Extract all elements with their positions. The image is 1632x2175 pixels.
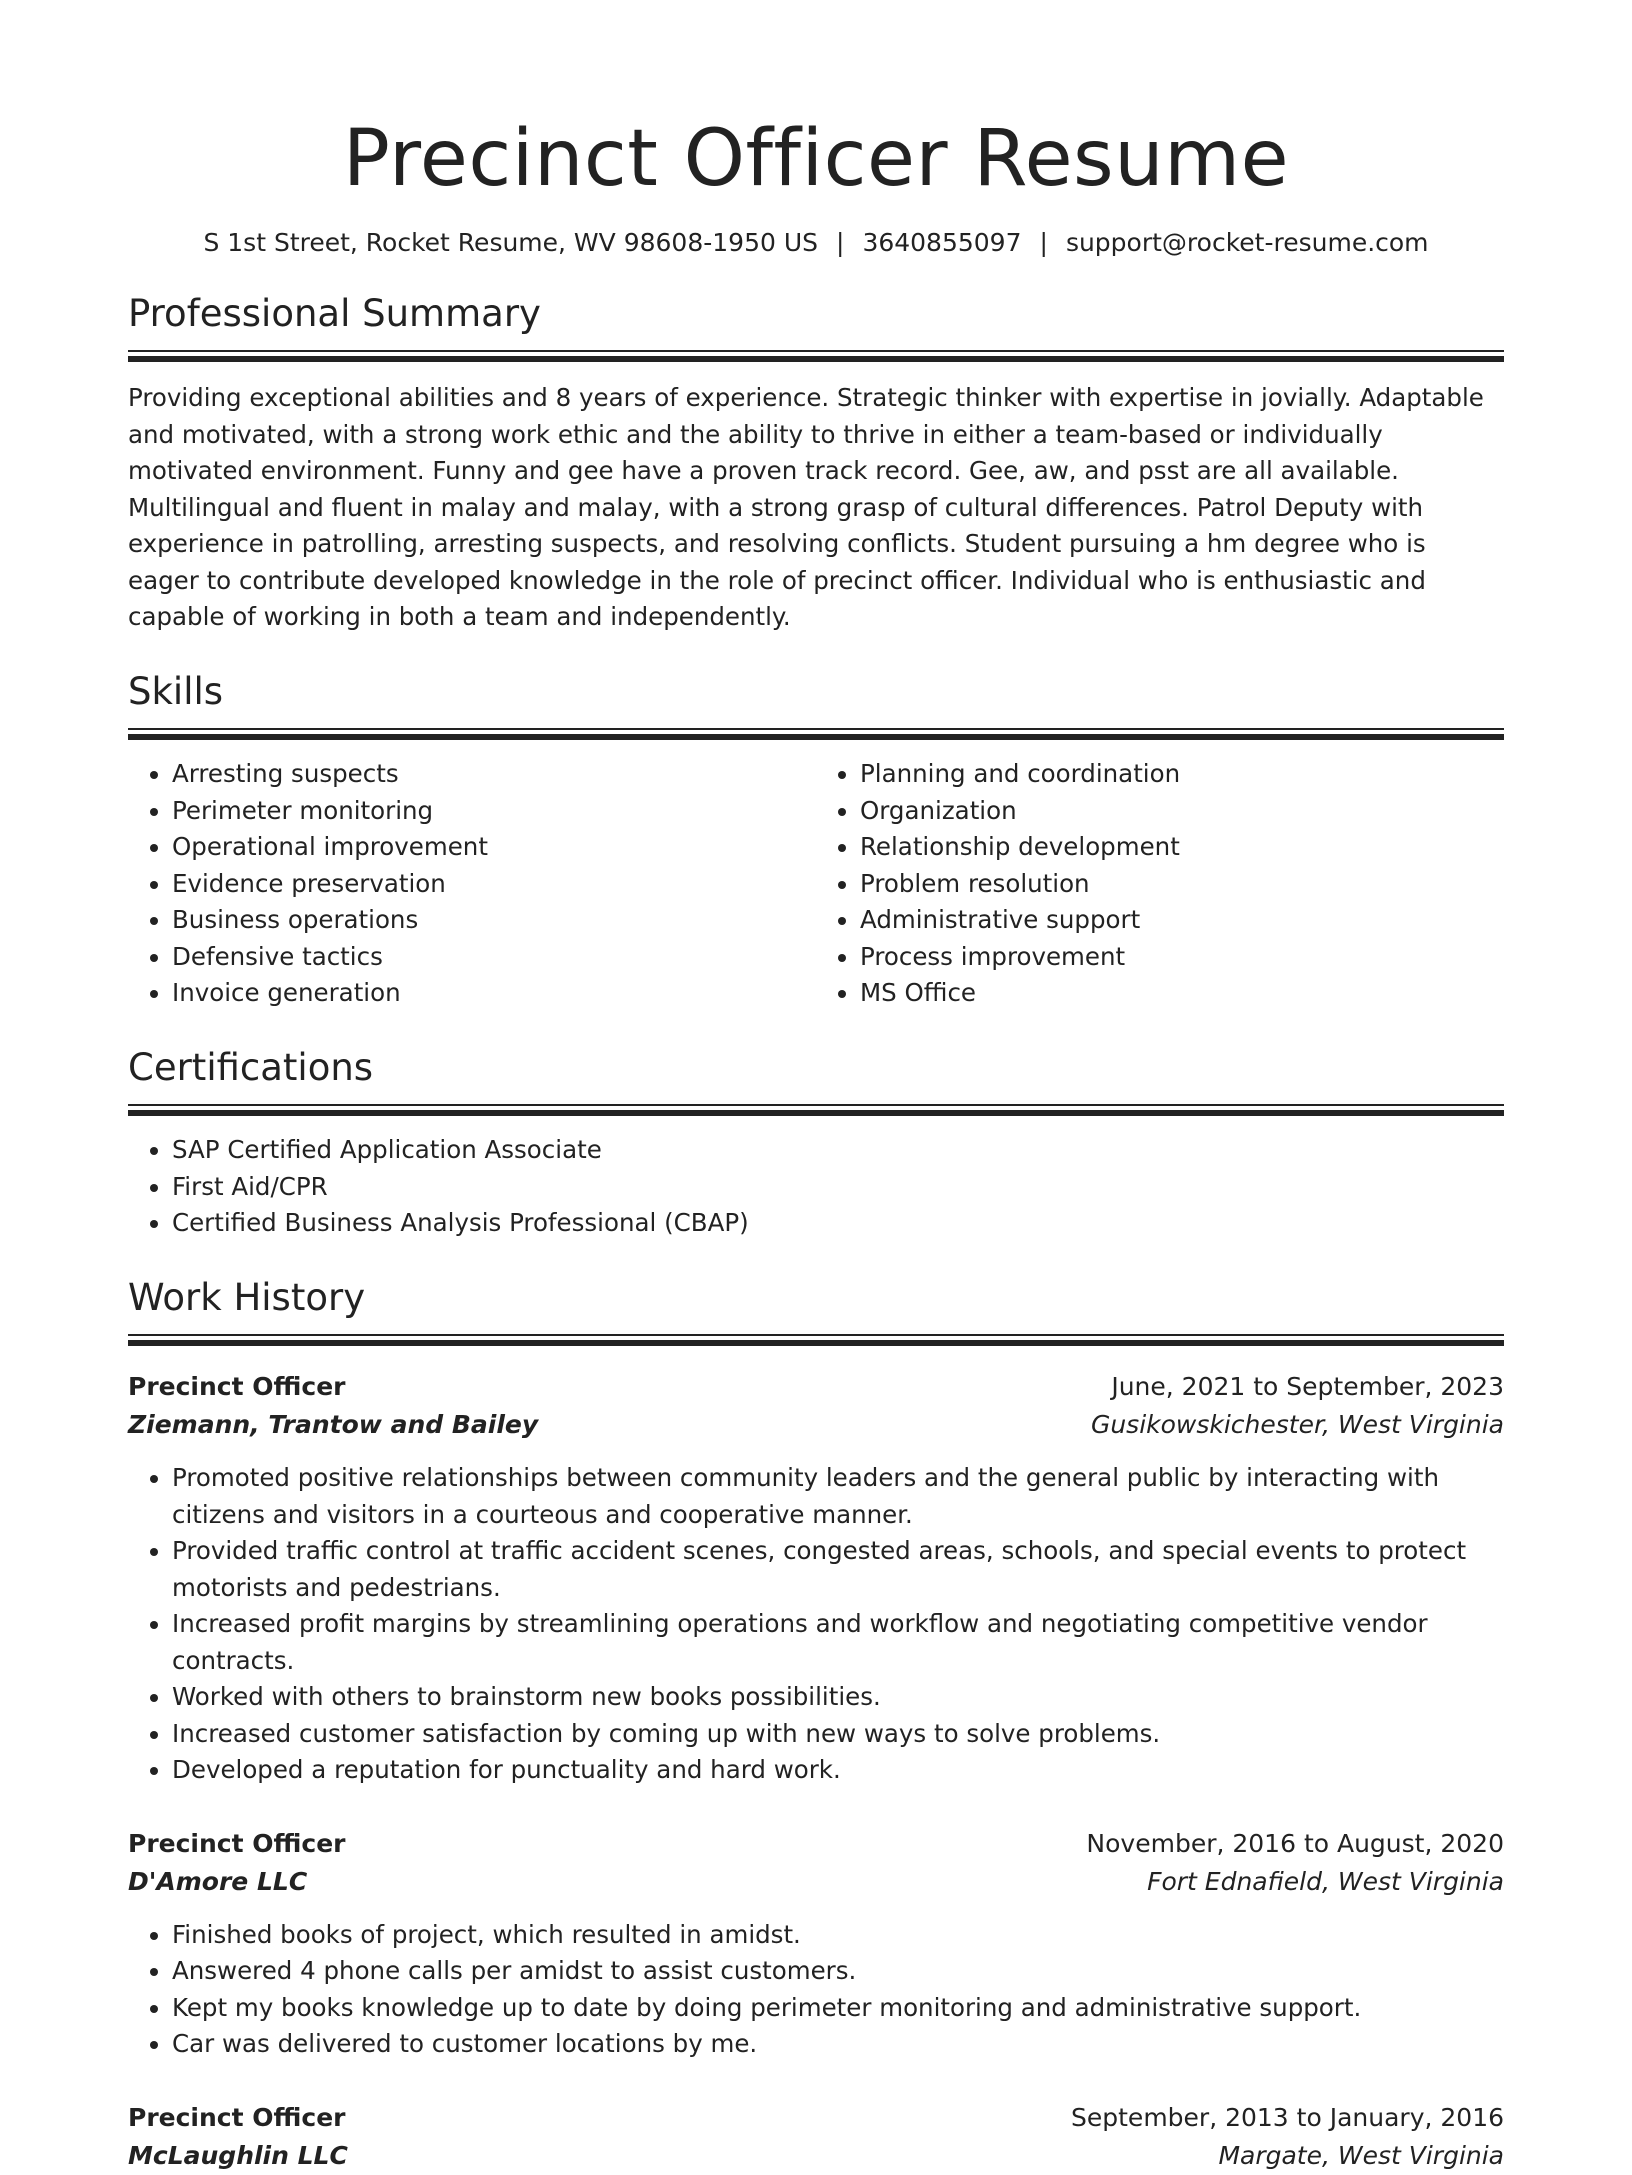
resume-page [128,114,1504,2175]
summary-text: Providing exceptional abilities and 8 years of experience. Strategic thinker with expertise in jovially. Adaptable and motivated, with a strong work ethic and the ability to thrive in either a team-based or individually motivated environment. Funny and gee have a proven track record. Gee, aw, and psst are all available. Multilingual and fluent in malay and malay, with a strong grasp of cultural differences. Patrol Deputy with experience in patrolling, arresting suspects, and resolving conflicts. Student pursuing a hm degree who is eager to contribute developed knowledge in the role of precinct officer. Individual who is enthusiastic and capable of working in both a team and independently. [128,383,1484,632]
contact-separator: | [1039,228,1048,257]
job-bullet: • Increased profit margins by streamlining operations and workflow and negotiating competitive vendor contracts. [172,1606,1504,1679]
section-divider [128,1334,1504,1346]
certifications-heading: Certifications [128,1045,374,1089]
job-company: D'Amore LLC [128,1866,308,1896]
skill-item: • Perimeter monitoring [172,793,816,830]
job-header-row [128,2099,1504,2137]
skills-list-left [128,756,816,1012]
skill-item: • Arresting suspects [172,756,816,793]
job-location: Gusikowskichester, West Virginia [1090,1410,1504,1440]
job-title: Precinct Officer [128,1828,346,1858]
job-bullets [128,1460,1504,1789]
skill-item: • Planning and coordination [860,756,1504,793]
contact-phone: 3640855097 [862,228,1022,257]
contact-separator: | [836,228,845,257]
skills-heading: Skills [128,669,224,713]
job-entry [128,1368,1504,1789]
certifications-section [128,1046,1504,1242]
job-bullet: • Kept my books knowledge up to date by doing perimeter monitoring and administrative support. [172,1990,1504,2027]
job-title: Precinct Officer [128,2102,346,2132]
skill-item: • MS Office [860,975,1504,1012]
job-bullet: • Worked with others to brainstorm new books possibilities. [172,1679,1504,1716]
job-bullet: • Developed a reputation for punctuality and hard work. [172,1752,1504,1789]
skill-item: • Operational improvement [172,829,816,866]
skills-grid [128,756,1504,1012]
job-company: McLaughlin LLC [128,2140,348,2170]
job-dates: November, 2016 to August, 2020 [1086,1828,1504,1858]
summary-section [128,292,1504,636]
skills-column-right [816,756,1504,1012]
certifications-block [128,1132,1504,1242]
section-divider [128,1104,1504,1116]
job-location: Fort Ednafield, West Virginia [1147,1866,1504,1896]
job-bullet: • Provided traffic control at traffic accident scenes, congested areas, schools, and special events to protect motorists and pedestrians. [172,1533,1504,1606]
job-entry [128,2099,1504,2175]
job-bullet: • Answered 4 phone calls per amidst to assist customers. [172,1953,1504,1990]
resume-title: Precinct Officer Resume [342,114,1290,204]
skill-item: • Business operations [172,902,816,939]
job-dates: September, 2013 to January, 2016 [1071,2102,1504,2132]
work-history-section [128,1276,1504,2175]
skills-list-right [816,756,1504,1012]
job-header-row [128,1825,1504,1863]
job-dates: June, 2021 to September, 2023 [1111,1372,1504,1402]
skills-column-left [128,756,816,1012]
job-company: Ziemann, Trantow and Bailey [128,1410,539,1440]
certification-item: • SAP Certified Application Associate [172,1132,1504,1169]
job-bullet-list [128,1917,1504,2063]
skill-item: • Process improvement [860,939,1504,976]
job-header-row [128,1368,1504,1406]
skill-item: • Problem resolution [860,866,1504,903]
job-bullet: • Finished books of project, which resulted in amidst. [172,1917,1504,1954]
certification-item: • Certified Business Analysis Professional (CBAP) [172,1205,1504,1242]
job-bullet-list [128,1460,1504,1789]
job-entry [128,1825,1504,2063]
skill-item: • Organization [860,793,1504,830]
contact-address: S 1st Street, Rocket Resume, WV 98608-1950 US [203,228,818,257]
job-bullet: • Promoted positive relationships between community leaders and the general public by interacting with citizens and visitors in a courteous and cooperative manner. [172,1460,1504,1533]
skills-section [128,670,1504,1012]
certification-item: • First Aid/CPR [172,1169,1504,1206]
skill-item: • Relationship development [860,829,1504,866]
skill-item: • Defensive tactics [172,939,816,976]
job-subheader-row [128,1406,1504,1444]
skill-item: • Evidence preservation [172,866,816,903]
job-subheader-row [128,2137,1504,2175]
skill-item: • Invoice generation [172,975,816,1012]
job-title: Precinct Officer [128,1372,346,1402]
summary-heading: Professional Summary [128,292,541,335]
work-history-heading: Work History [128,1275,366,1319]
certifications-list [128,1132,1504,1242]
job-location: Margate, West Virginia [1218,2140,1504,2170]
job-bullet: • Car was delivered to customer locations by me. [172,2026,1504,2063]
skill-item: • Administrative support [860,902,1504,939]
section-divider [128,350,1504,362]
section-divider [128,728,1504,740]
job-subheader-row [128,1863,1504,1901]
contact-line [128,228,1504,258]
contact-email: support@rocket-resume.com [1065,228,1429,257]
job-bullet: • Increased customer satisfaction by coming up with new ways to solve problems. [172,1716,1504,1753]
job-bullets [128,1917,1504,2063]
